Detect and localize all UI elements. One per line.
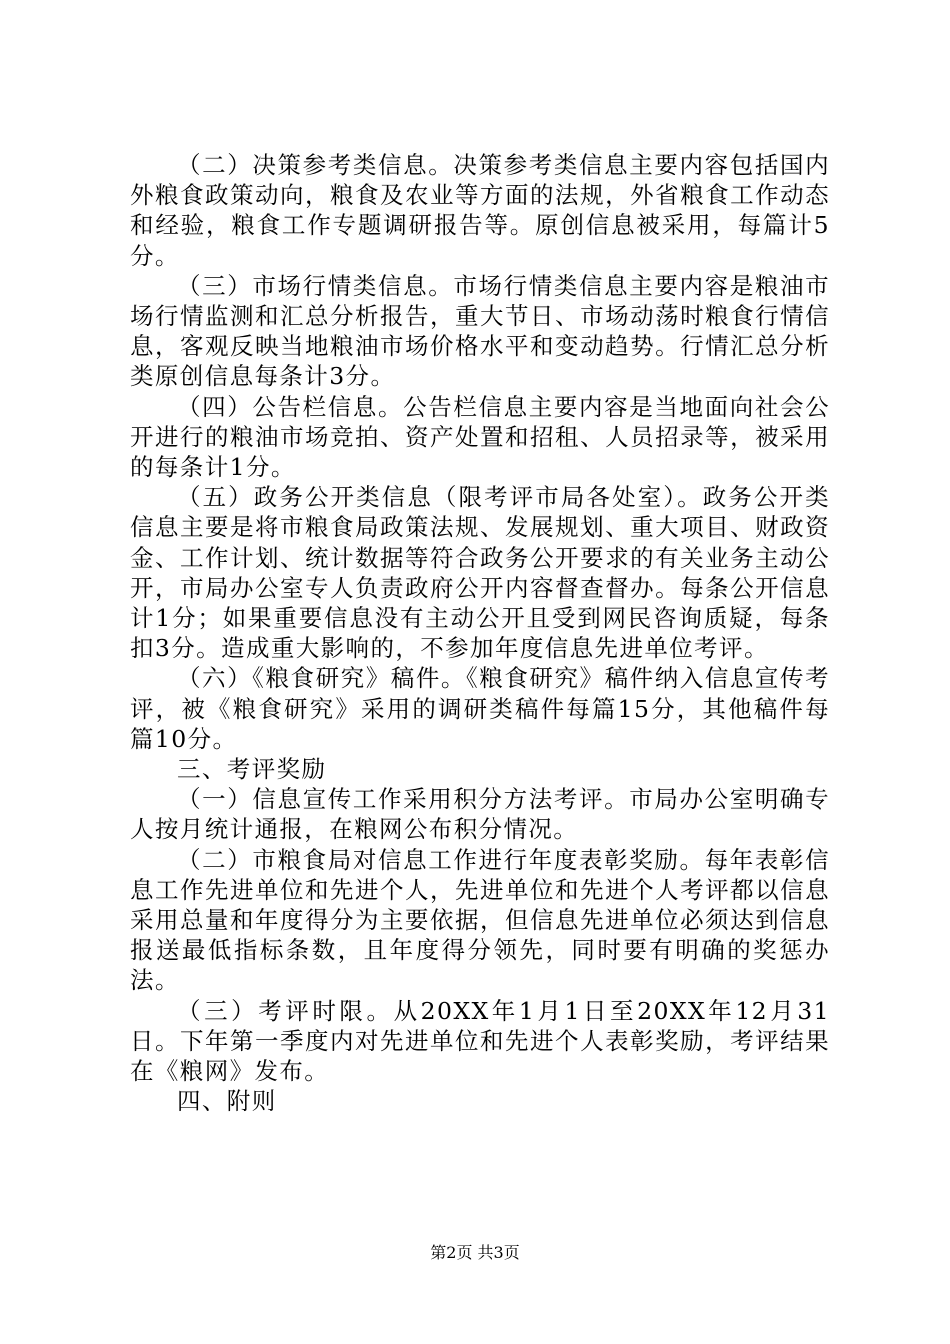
paragraph-evaluation-period: （三）考评时限。从20XX年1月1日至20XX年12月31日。下年第一季度内对先进单位和先进个人表彰奖励，考评结果在《粮网》发布。: [130, 996, 830, 1086]
paragraph-grain-research: （六）《粮食研究》稿件。《粮食研究》稿件纳入信息宣传考评，被《粮食研究》采用的调研类稿件每篇15分，其他稿件每篇10分。: [130, 664, 830, 753]
paragraph-market-info: （三）市场行情类信息。市场行情类信息主要内容是粮油市场行情监测和汇总分析报告，重大节日、市场动荡时粮食行情信息，客观反映当地粮油市场价格水平和变动趋势。行情汇总分析类原创信息每条计3分。: [130, 271, 830, 391]
paragraph-points-method: （一）信息宣传工作采用积分方法考评。市局办公室明确专人按月统计通报，在粮网公布积分情况。: [130, 785, 830, 844]
paragraph-decision-reference: （二）决策参考类信息。决策参考类信息主要内容包括国内外粮食政策动向，粮食及农业等方面的法规，外省粮食工作动态和经验，粮食工作专题调研报告等。原创信息被采用，每篇计5分。: [130, 151, 830, 270]
document-body: [130, 150, 830, 1117]
section-heading-appendix: 四、附则: [177, 1087, 277, 1116]
paragraph-annual-award: （二）市粮食局对信息工作进行年度表彰奖励。每年表彰信息工作先进单位和先进个人，先进单位和先进个人考评都以信息采用总量和年度得分为主要依据，但信息先进单位必须达到信息报送最低指标条数，且年度得分领先，同时要有明确的奖惩办法。: [130, 845, 830, 995]
paragraph-bulletin-info: （四）公告栏信息。公告栏信息主要内容是当地面向社会公开进行的粮油市场竞拍、资产处置和招租、人员招录等，被采用的每条计1分。: [130, 392, 830, 482]
section-heading-rewards: 三、考评奖励: [177, 755, 327, 784]
page-number-footer: 第2页 共3页: [430, 1243, 520, 1262]
paragraph-government-affairs: （五）政务公开类信息（限考评市局各处室）。政务公开类信息主要是将市粮食局政策法规、发展规划、重大项目、财政资金、工作计划、统计数据等符合政务公开要求的有关业务主动公开，市局办公室专人负责政府公开内容督查督办。每条公开信息计1分；如果重要信息没有主动公开且受到网民咨询质疑，每条扣3分。造成重大影响的，不参加年度信息先进单位考评。: [130, 483, 830, 663]
